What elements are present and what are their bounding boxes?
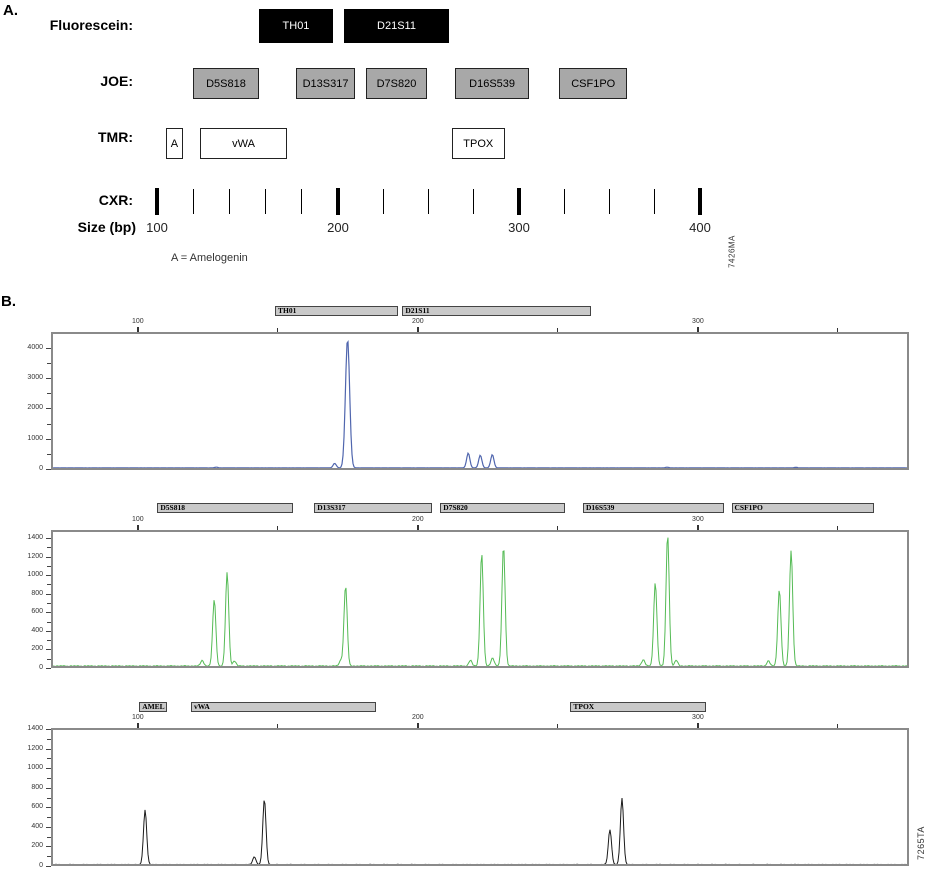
- x-minor-tick: [557, 526, 558, 533]
- y-tick-label: 4000: [27, 343, 43, 351]
- x-major-tick: [697, 525, 699, 534]
- y-tick-label: 400: [31, 626, 43, 634]
- x-major-tick: [417, 723, 419, 732]
- y-major-tick: [46, 612, 51, 613]
- y-minor-tick: [47, 856, 51, 857]
- amelogenin-footnote: A = Amelogenin: [171, 252, 248, 264]
- y-minor-tick: [47, 584, 51, 585]
- x-major-tick: [137, 525, 139, 534]
- y-tick-label: 1000: [27, 434, 43, 442]
- y-minor-tick: [47, 837, 51, 838]
- x-tick-label: 200: [411, 714, 424, 721]
- x-tick-label: 300: [692, 516, 704, 523]
- x-major-tick: [137, 723, 139, 732]
- y-minor-tick: [47, 454, 51, 455]
- size-tick-label: 400: [689, 220, 711, 235]
- cxr-major-tick: [698, 188, 701, 215]
- y-minor-tick: [47, 659, 51, 660]
- y-major-tick: [46, 378, 51, 379]
- locus-box-d7s820: D7S820: [366, 68, 427, 99]
- x-major-tick: [417, 327, 419, 336]
- y-minor-tick: [47, 817, 51, 818]
- locus-bar-d7s820: D7S820: [440, 503, 565, 513]
- y-major-tick: [46, 668, 51, 669]
- y-minor-tick: [47, 758, 51, 759]
- row-label-gray: JOE:: [100, 73, 133, 89]
- y-major-tick: [46, 866, 51, 867]
- size-tick-label: 300: [508, 220, 530, 235]
- cxr-minor-tick: [654, 189, 655, 214]
- row-label-cxr: CXR:: [98, 192, 133, 208]
- trace-plot-joe: [51, 530, 909, 668]
- y-minor-tick: [47, 798, 51, 799]
- locus-box-d21s11: D21S11: [344, 9, 448, 43]
- x-tick-label: 200: [411, 516, 424, 523]
- y-tick-label: 2000: [27, 404, 43, 412]
- panel-b-figure-code: 7265TA: [916, 826, 926, 860]
- y-tick-label: 1200: [27, 552, 43, 560]
- y-major-tick: [46, 729, 51, 730]
- cxr-major-tick: [336, 188, 339, 215]
- trace-plot-fluorescein: [51, 332, 909, 470]
- locus-bar-vwa: vWA: [191, 702, 376, 712]
- y-tick-label: 1400: [27, 534, 43, 541]
- y-tick-label: 0: [39, 465, 43, 472]
- y-tick-label: 600: [31, 803, 43, 811]
- locus-box-d5s818: D5S818: [193, 68, 259, 99]
- y-tick-label: 1400: [27, 725, 43, 732]
- x-tick-label: 100: [131, 516, 144, 523]
- y-major-tick: [46, 846, 51, 847]
- locus-box-csf1po: CSF1PO: [559, 68, 627, 99]
- locus-bar-csf1po: CSF1PO: [732, 503, 875, 513]
- y-major-tick: [46, 469, 51, 470]
- y-major-tick: [46, 827, 51, 828]
- x-tick-label: 300: [692, 318, 704, 325]
- x-tick-label: 200: [411, 318, 424, 325]
- x-minor-tick: [277, 724, 278, 731]
- locus-bar-d21s11: D21S11: [402, 306, 591, 316]
- x-major-tick: [417, 525, 419, 534]
- y-major-tick: [46, 768, 51, 769]
- row-label-black: Fluorescein:: [49, 17, 133, 33]
- cxr-minor-tick: [564, 189, 565, 214]
- y-major-tick: [46, 594, 51, 595]
- y-tick-label: 800: [31, 589, 43, 597]
- trace-polyline: [53, 798, 907, 864]
- cxr-major-tick: [517, 188, 520, 215]
- y-minor-tick: [47, 622, 51, 623]
- cxr-minor-tick: [383, 189, 384, 214]
- y-tick-label: 1000: [27, 571, 43, 579]
- y-minor-tick: [47, 363, 51, 364]
- x-minor-tick: [557, 328, 558, 335]
- y-major-tick: [46, 807, 51, 808]
- cxr-minor-tick: [473, 189, 474, 214]
- cxr-minor-tick: [301, 189, 302, 214]
- locus-bar-tpox: TPOX: [570, 702, 706, 712]
- x-minor-tick: [277, 328, 278, 335]
- panel-a-label: A.: [3, 2, 18, 19]
- x-tick-label: 300: [692, 714, 704, 721]
- cxr-minor-tick: [609, 189, 610, 214]
- y-major-tick: [46, 348, 51, 349]
- panel-a-marker-map: [0, 0, 929, 285]
- y-tick-label: 1200: [27, 744, 43, 752]
- y-tick-label: 200: [31, 645, 43, 653]
- y-major-tick: [46, 749, 51, 750]
- y-tick-label: 3000: [27, 373, 43, 381]
- panel-b-label: B.: [1, 293, 16, 310]
- y-major-tick: [46, 557, 51, 558]
- row-label-white: TMR:: [98, 129, 133, 145]
- y-major-tick: [46, 788, 51, 789]
- panel-a-figure-code: 7426MA: [727, 235, 737, 268]
- y-major-tick: [46, 575, 51, 576]
- x-tick-label: 100: [131, 318, 144, 325]
- size-bp-label: Size (bp): [77, 219, 136, 235]
- size-tick-label: 100: [146, 220, 168, 235]
- y-minor-tick: [47, 424, 51, 425]
- trace-polyline: [53, 342, 907, 468]
- x-minor-tick: [837, 526, 838, 533]
- x-tick-label: 100: [131, 714, 144, 721]
- locus-bar-d16s539: D16S539: [583, 503, 724, 513]
- y-minor-tick: [47, 739, 51, 740]
- y-major-tick: [46, 631, 51, 632]
- trace-plot-tmr: [51, 728, 909, 866]
- x-minor-tick: [557, 724, 558, 731]
- cxr-minor-tick: [428, 189, 429, 214]
- y-tick-label: 0: [39, 862, 43, 869]
- y-tick-label: 200: [31, 842, 43, 850]
- locus-box-d13s317: D13S317: [296, 68, 356, 99]
- size-tick-label: 200: [327, 220, 349, 235]
- y-tick-label: 800: [31, 783, 43, 791]
- y-minor-tick: [47, 547, 51, 548]
- cxr-minor-tick: [229, 189, 230, 214]
- cxr-major-tick: [155, 188, 158, 215]
- y-minor-tick: [47, 603, 51, 604]
- cxr-minor-tick: [265, 189, 266, 214]
- x-major-tick: [697, 327, 699, 336]
- x-minor-tick: [277, 526, 278, 533]
- y-tick-label: 0: [39, 664, 43, 671]
- y-minor-tick: [47, 393, 51, 394]
- trace-curve-tmr: [53, 730, 907, 864]
- y-minor-tick: [47, 778, 51, 779]
- y-major-tick: [46, 408, 51, 409]
- trace-curve-fluorescein: [53, 334, 907, 468]
- y-major-tick: [46, 439, 51, 440]
- locus-box-a: A: [166, 128, 183, 159]
- locus-box-th01: TH01: [259, 9, 333, 43]
- y-major-tick: [46, 649, 51, 650]
- y-tick-label: 600: [31, 608, 43, 616]
- y-minor-tick: [47, 566, 51, 567]
- y-minor-tick: [47, 640, 51, 641]
- y-tick-label: 400: [31, 822, 43, 830]
- x-minor-tick: [837, 724, 838, 731]
- locus-bar-th01: TH01: [275, 306, 398, 316]
- locus-bar-d5s818: D5S818: [157, 503, 293, 513]
- x-major-tick: [137, 327, 139, 336]
- locus-bar-amel: AMEL: [139, 702, 167, 712]
- y-tick-label: 1000: [27, 764, 43, 772]
- locus-box-vwa: vWA: [200, 128, 286, 159]
- locus-bar-d13s317: D13S317: [314, 503, 432, 513]
- trace-curve-joe: [53, 532, 907, 666]
- x-major-tick: [697, 723, 699, 732]
- cxr-minor-tick: [193, 189, 194, 214]
- trace-polyline: [53, 538, 907, 666]
- y-major-tick: [46, 538, 51, 539]
- locus-box-tpox: TPOX: [452, 128, 505, 159]
- x-minor-tick: [837, 328, 838, 335]
- locus-box-d16s539: D16S539: [455, 68, 530, 99]
